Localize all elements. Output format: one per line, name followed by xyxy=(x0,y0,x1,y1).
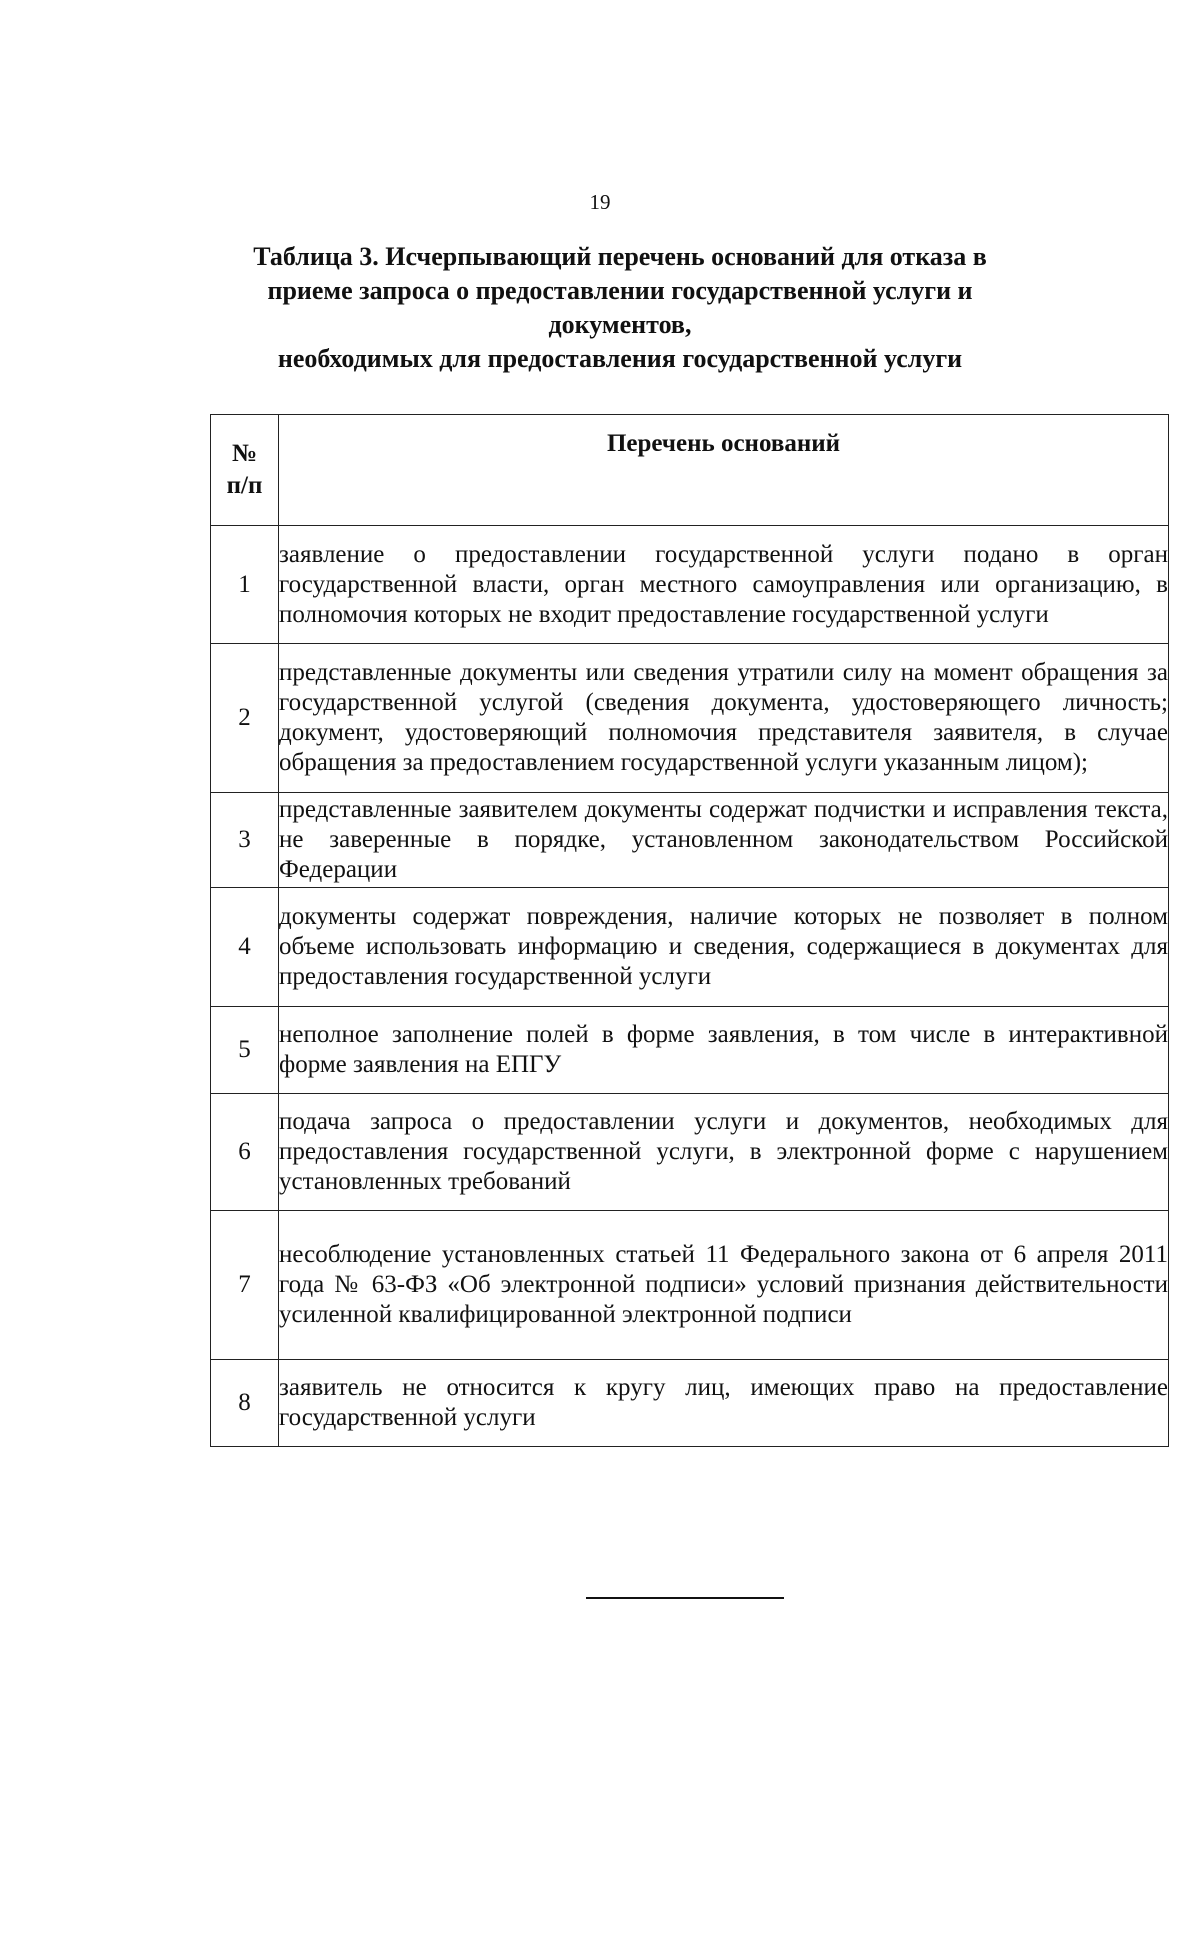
table-row xyxy=(211,1211,1169,1360)
page-number: 19 xyxy=(589,190,611,214)
row-number: 4 xyxy=(211,888,279,1007)
table-row xyxy=(211,644,1169,793)
row-reason-text: документы содержат повреждения, наличие которых не позволяет в полном объеме использовать информацию и сведения, содержащиеся в документах для предоставления государственной услуги xyxy=(279,888,1169,1007)
column-header-number xyxy=(211,415,279,526)
row-reason-text: представленные заявителем документы содержат подчистки и исправления текста, не заверенные в порядке, установленном законодательством Российской Федерации xyxy=(279,793,1169,888)
column-header-number-line-2: п/п xyxy=(226,472,263,499)
table-row xyxy=(211,793,1169,888)
table-header-row xyxy=(211,415,1169,526)
table-row xyxy=(211,1094,1169,1211)
title-line-1: Таблица 3. Исчерпывающий перечень оснований для отказа в xyxy=(253,242,987,271)
title-line-3: необходимых для предоставления государственной услуги xyxy=(277,344,963,373)
row-reason-text: подача запроса о предоставлении услуги и документов, необходимых для предоставления государственной услуги, в электронной форме с нарушением установленных требований xyxy=(279,1094,1169,1211)
row-number: 1 xyxy=(211,526,279,644)
table-row xyxy=(211,888,1169,1007)
table-row xyxy=(211,1007,1169,1094)
end-divider-line xyxy=(586,1597,784,1599)
row-reason-text: заявитель не относится к кругу лиц, имеющих право на предоставление государственной услуги xyxy=(279,1360,1169,1447)
row-number: 2 xyxy=(211,644,279,793)
row-reason-text: несоблюдение установленных статьей 11 Федерального закона от 6 апреля 2011 года № 63-ФЗ «Об электронной подписи» условий признания действительности усиленной квалифицированной электронной подписи xyxy=(279,1211,1169,1360)
row-number: 7 xyxy=(211,1211,279,1360)
row-number: 5 xyxy=(211,1007,279,1094)
document-title xyxy=(195,240,1045,376)
column-header-number-line-1: № xyxy=(231,440,258,467)
row-number: 8 xyxy=(211,1360,279,1447)
row-reason-text: представленные документы или сведения утратили силу на момент обращения за государственной услугой (сведения документа, удостоверяющего личность; документ, удостоверяющий полномочия представителя заявителя, в случае обращения за предоставлением государственной услуги указанным лицом); xyxy=(279,644,1169,793)
table-row xyxy=(211,1360,1169,1447)
row-reason-text: заявление о предоставлении государственной услуги подано в орган государственной власти, орган местного самоуправления или организацию, в полномочия которых не входит предоставление государственной услуги xyxy=(279,526,1169,644)
row-number: 6 xyxy=(211,1094,279,1211)
table-row xyxy=(211,526,1169,644)
column-header-reasons: Перечень оснований xyxy=(279,415,1169,526)
reasons-table xyxy=(210,414,1169,1447)
row-reason-text: неполное заполнение полей в форме заявления, в том числе в интерактивной форме заявления на ЕПГУ xyxy=(279,1007,1169,1094)
title-line-2: приеме запроса о предоставлении государственной услуги и документов, xyxy=(267,276,973,339)
row-number: 3 xyxy=(211,793,279,888)
